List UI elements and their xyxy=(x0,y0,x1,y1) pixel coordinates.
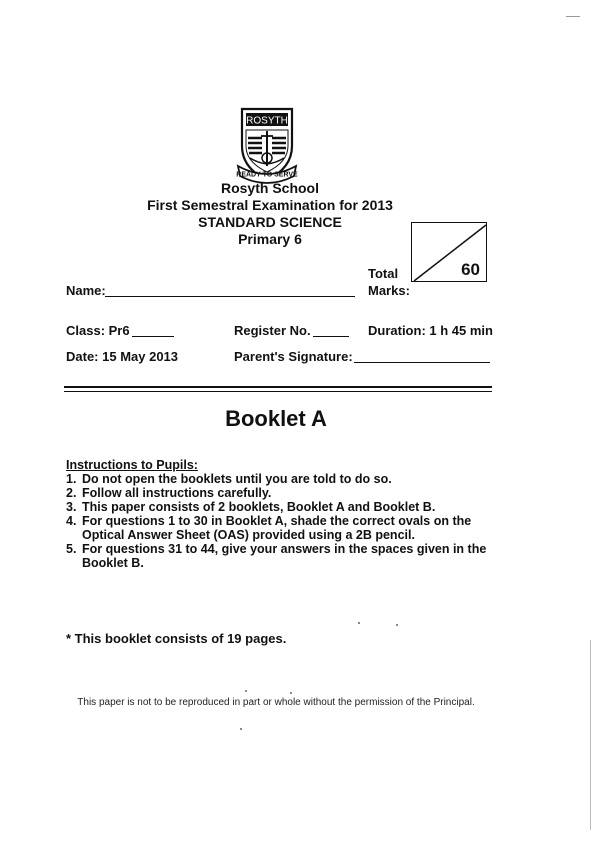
scan-edge-mark xyxy=(590,640,591,830)
instruction-text: For questions 1 to 30 in Booklet A, shade the correct ovals on the Optical Answer Sheet (OAS) provided using a 2B pencil. xyxy=(82,514,472,542)
subject-title: STANDARD SCIENCE xyxy=(198,214,342,230)
register-label: Register No. xyxy=(234,323,311,338)
name-label: Name: xyxy=(66,283,106,298)
scan-speck xyxy=(396,624,398,626)
instruction-item xyxy=(66,514,496,542)
school-name: Rosyth School xyxy=(220,180,319,196)
total-label: Total xyxy=(368,266,399,281)
instruction-number: 1. xyxy=(66,472,77,486)
register-input-line[interactable] xyxy=(313,336,349,337)
date-text: Date: 15 May 2013 xyxy=(66,349,179,364)
signature-input-line[interactable] xyxy=(354,362,490,363)
instruction-number: 3. xyxy=(66,500,77,514)
level-title: Primary 6 xyxy=(238,231,302,247)
instruction-text: For questions 31 to 44, give your answers in the spaces given in the Booklet B. xyxy=(82,542,487,570)
marks-box xyxy=(411,222,487,282)
class-input-line[interactable] xyxy=(132,336,174,337)
instruction-item xyxy=(66,486,496,500)
instruction-item xyxy=(66,500,496,514)
scan-mark xyxy=(566,16,580,17)
instruction-item xyxy=(66,542,496,570)
instruction-text: Follow all instructions carefully. xyxy=(82,486,272,500)
crest-banner-text: ROSYTH xyxy=(246,115,288,127)
instructions-list xyxy=(66,472,496,570)
marks-total-value: 60 xyxy=(461,260,480,279)
marks-label: Marks: xyxy=(368,283,410,298)
instructions-heading: Instructions to Pupils: xyxy=(66,458,198,472)
name-input-line[interactable] xyxy=(105,296,355,297)
page-count-note: * This booklet consists of 19 pages. xyxy=(66,631,287,646)
instruction-number: 5. xyxy=(66,542,77,556)
class-label: Class: Pr6 xyxy=(66,323,130,338)
crest-motto: READY TO SERVE xyxy=(236,171,298,179)
instruction-item xyxy=(66,472,496,486)
instruction-number: 2. xyxy=(66,486,77,500)
instruction-number: 4. xyxy=(66,514,77,528)
instruction-text: This paper consists of 2 booklets, Booklet A and Booklet B. xyxy=(82,500,436,514)
school-crest-logo xyxy=(234,106,300,184)
booklet-title: Booklet A xyxy=(225,406,327,431)
duration-text: Duration: 1 h 45 min xyxy=(368,323,493,338)
scan-speck xyxy=(358,622,360,624)
instruction-text: Do not open the booklets until you are told to do so. xyxy=(82,472,392,486)
scan-speck xyxy=(240,728,242,730)
footer-notice: This paper is not to be reproduced in part or whole without the permission of the Principal. xyxy=(77,697,475,708)
signature-label: Parent's Signature: xyxy=(234,349,353,364)
scan-speck xyxy=(245,690,247,692)
exam-title: First Semestral Examination for 2013 xyxy=(147,197,393,213)
section-divider xyxy=(64,386,492,392)
scan-speck xyxy=(290,692,292,694)
